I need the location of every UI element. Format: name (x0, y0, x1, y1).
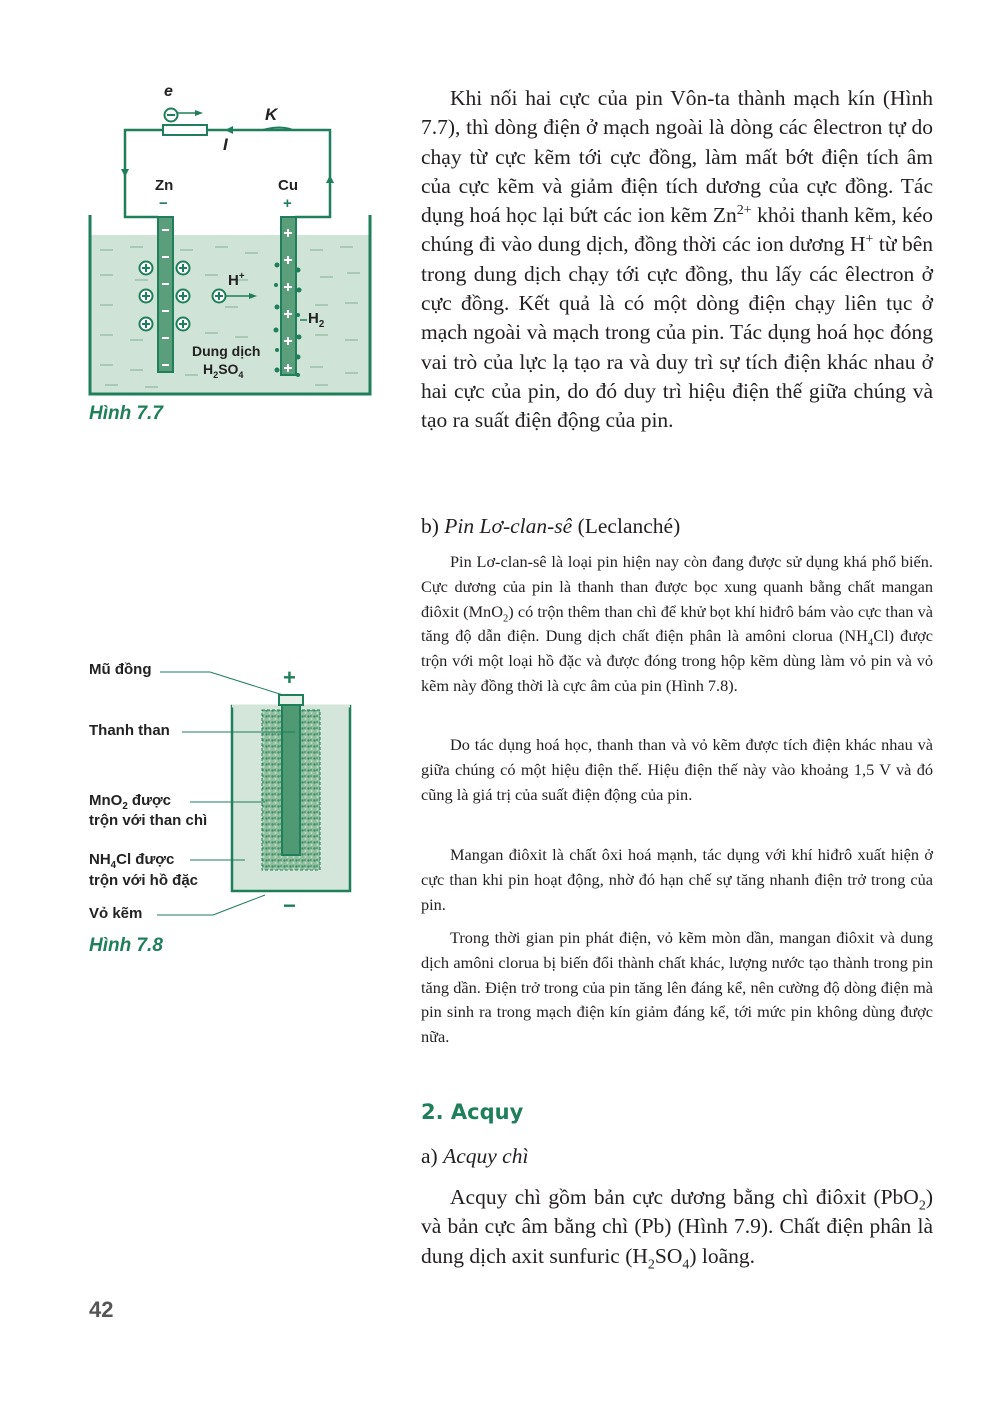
zinc-sign: − (159, 195, 168, 212)
subheading-leclanche: b) Pin Lơ-clan-sê (Leclanché) (421, 514, 681, 538)
nh4cl-label-line2: trộn với hồ đặc (89, 872, 199, 889)
copper-label: Cu (278, 177, 298, 194)
section-heading-acquy: 2. Acquy (421, 1100, 524, 1124)
solution-label-line1: Dung dịch (192, 343, 261, 359)
figure-7-7 (85, 85, 375, 405)
figure-7-8 (85, 655, 375, 925)
paragraph-lead-acid: Acquy chì gồm bản cực dương bằng chì điôxit (PbO$_2$) và bản cực âm bằng chì (Pb) (Hình 7.9). Chất điện phân là dung dịch axit sunfuric $(H_2SO_4)$ loãng. (421, 1185, 933, 1272)
mno2-label: MnO$_2$ được (89, 792, 171, 812)
shell-label: Vỏ kẽm (89, 905, 143, 922)
mno2-label-line2: trộn với than chì (89, 812, 208, 829)
hydrogen-ion-label: H+ (228, 271, 245, 289)
minus-terminal: − (283, 893, 296, 918)
figure-7-8-caption: Hình 7.8 (89, 935, 163, 956)
electron-label: e (164, 83, 173, 100)
hydrogen-gas-label: $H_2$ (308, 310, 325, 330)
cap-label: Mũ đồng (89, 661, 152, 678)
subheading-lead-acid: a) Acquy chì (421, 1144, 529, 1168)
page-number: 42 (89, 1297, 114, 1322)
paragraph-leclanche-description: Pin Lơ-clan-sê là loại pin hiện nay còn đang được sử dụng khá phổ biến. Cực dương của pin là thanh than được bọc xung quanh bằng chất mangan điôxit (MnO$_2$) có trộn thêm than chì để khử bọt khí hiđrô bám vào cực than và tăng độ dẫn điện. Dung dịch chất điện phân là amôni clorua $(NH_4Cl)$ được trộn với một loại hồ đặc và được đóng trong hộp kẽm dùng làm vỏ pin và vỏ kẽm này đồng thời là cực âm của pin (Hình 7.8). (421, 552, 933, 695)
paragraph-cell-depletion: Trong thời gian pin phát điện, vỏ kẽm mòn dần, mangan điôxit và dung dịch amôni clorua bị biến đổi thành chất khác, lượng nước tạo thành trong pin tăng dần. Điện trở trong của pin tăng lên đáng kể, nên cường độ dòng điện mà pin sinh ra trong mạch điện kín giảm đáng kể, tới mức pin không dùng được nữa. (421, 928, 933, 1047)
current-label: I (223, 135, 228, 154)
rod-label: Thanh than (89, 722, 170, 739)
paragraph-manganese-dioxide: Mangan điôxit là chất ôxi hoá mạnh, tác dụng với khí hiđrô xuất hiện ở cực than khi pin hoạt động, nhờ đó hạn chế sự tăng nhanh điện trở trong của pin. (421, 845, 933, 914)
paragraph-voltaic-explanation: Khi nối hai cực của pin Vôn-ta thành mạch kín (Hình 7.7), thì dòng điện ở mạch ngoài là dòng các êlectron tự do chạy từ cực kẽm tới cực đồng, làm mất bớt điện tích âm của cực kẽm và giảm điện tích dương của cực đồng. Tác dụng hoá học lại bứt các ion kẽm $Zn^{2+}$ khỏi thanh kẽm, kéo chúng đi vào dung dịch, đồng thời các ion dương H+ từ bên trong dung dịch chạy tới cực đồng, thu lấy các êlectron ở cực đồng. Kết quả là có một dòng điện chạy liên tục ở mạch ngoài và mạch trong của pin. Tác dụng hoá học đóng vai trò của lực lạ tạo ra và duy trì sự tích điện khác nhau ở hai cực của pin, do đó duy trì hiệu điện thế giữa chúng và tạo ra suất điện động của pin. (421, 86, 934, 433)
copper-sign: + (283, 195, 292, 212)
zinc-label: Zn (155, 177, 174, 194)
figure-7-7-caption: Hình 7.7 (89, 403, 163, 424)
plus-terminal: + (283, 665, 296, 690)
nh4cl-label: $NH_4Cl$ được (89, 851, 175, 871)
solution-label-line2: $H_2SO_4$ (203, 361, 244, 380)
paragraph-leclanche-voltage: Do tác dụng hoá học, thanh than và vỏ kẽm được tích điện khác nhau và giữa chúng có một hiệu điện thế. Hiệu điện thế này vào khoảng 1,5 V và đó cũng là giá trị của suất điện động của pin. (421, 735, 933, 804)
switch-label: K (265, 105, 278, 124)
